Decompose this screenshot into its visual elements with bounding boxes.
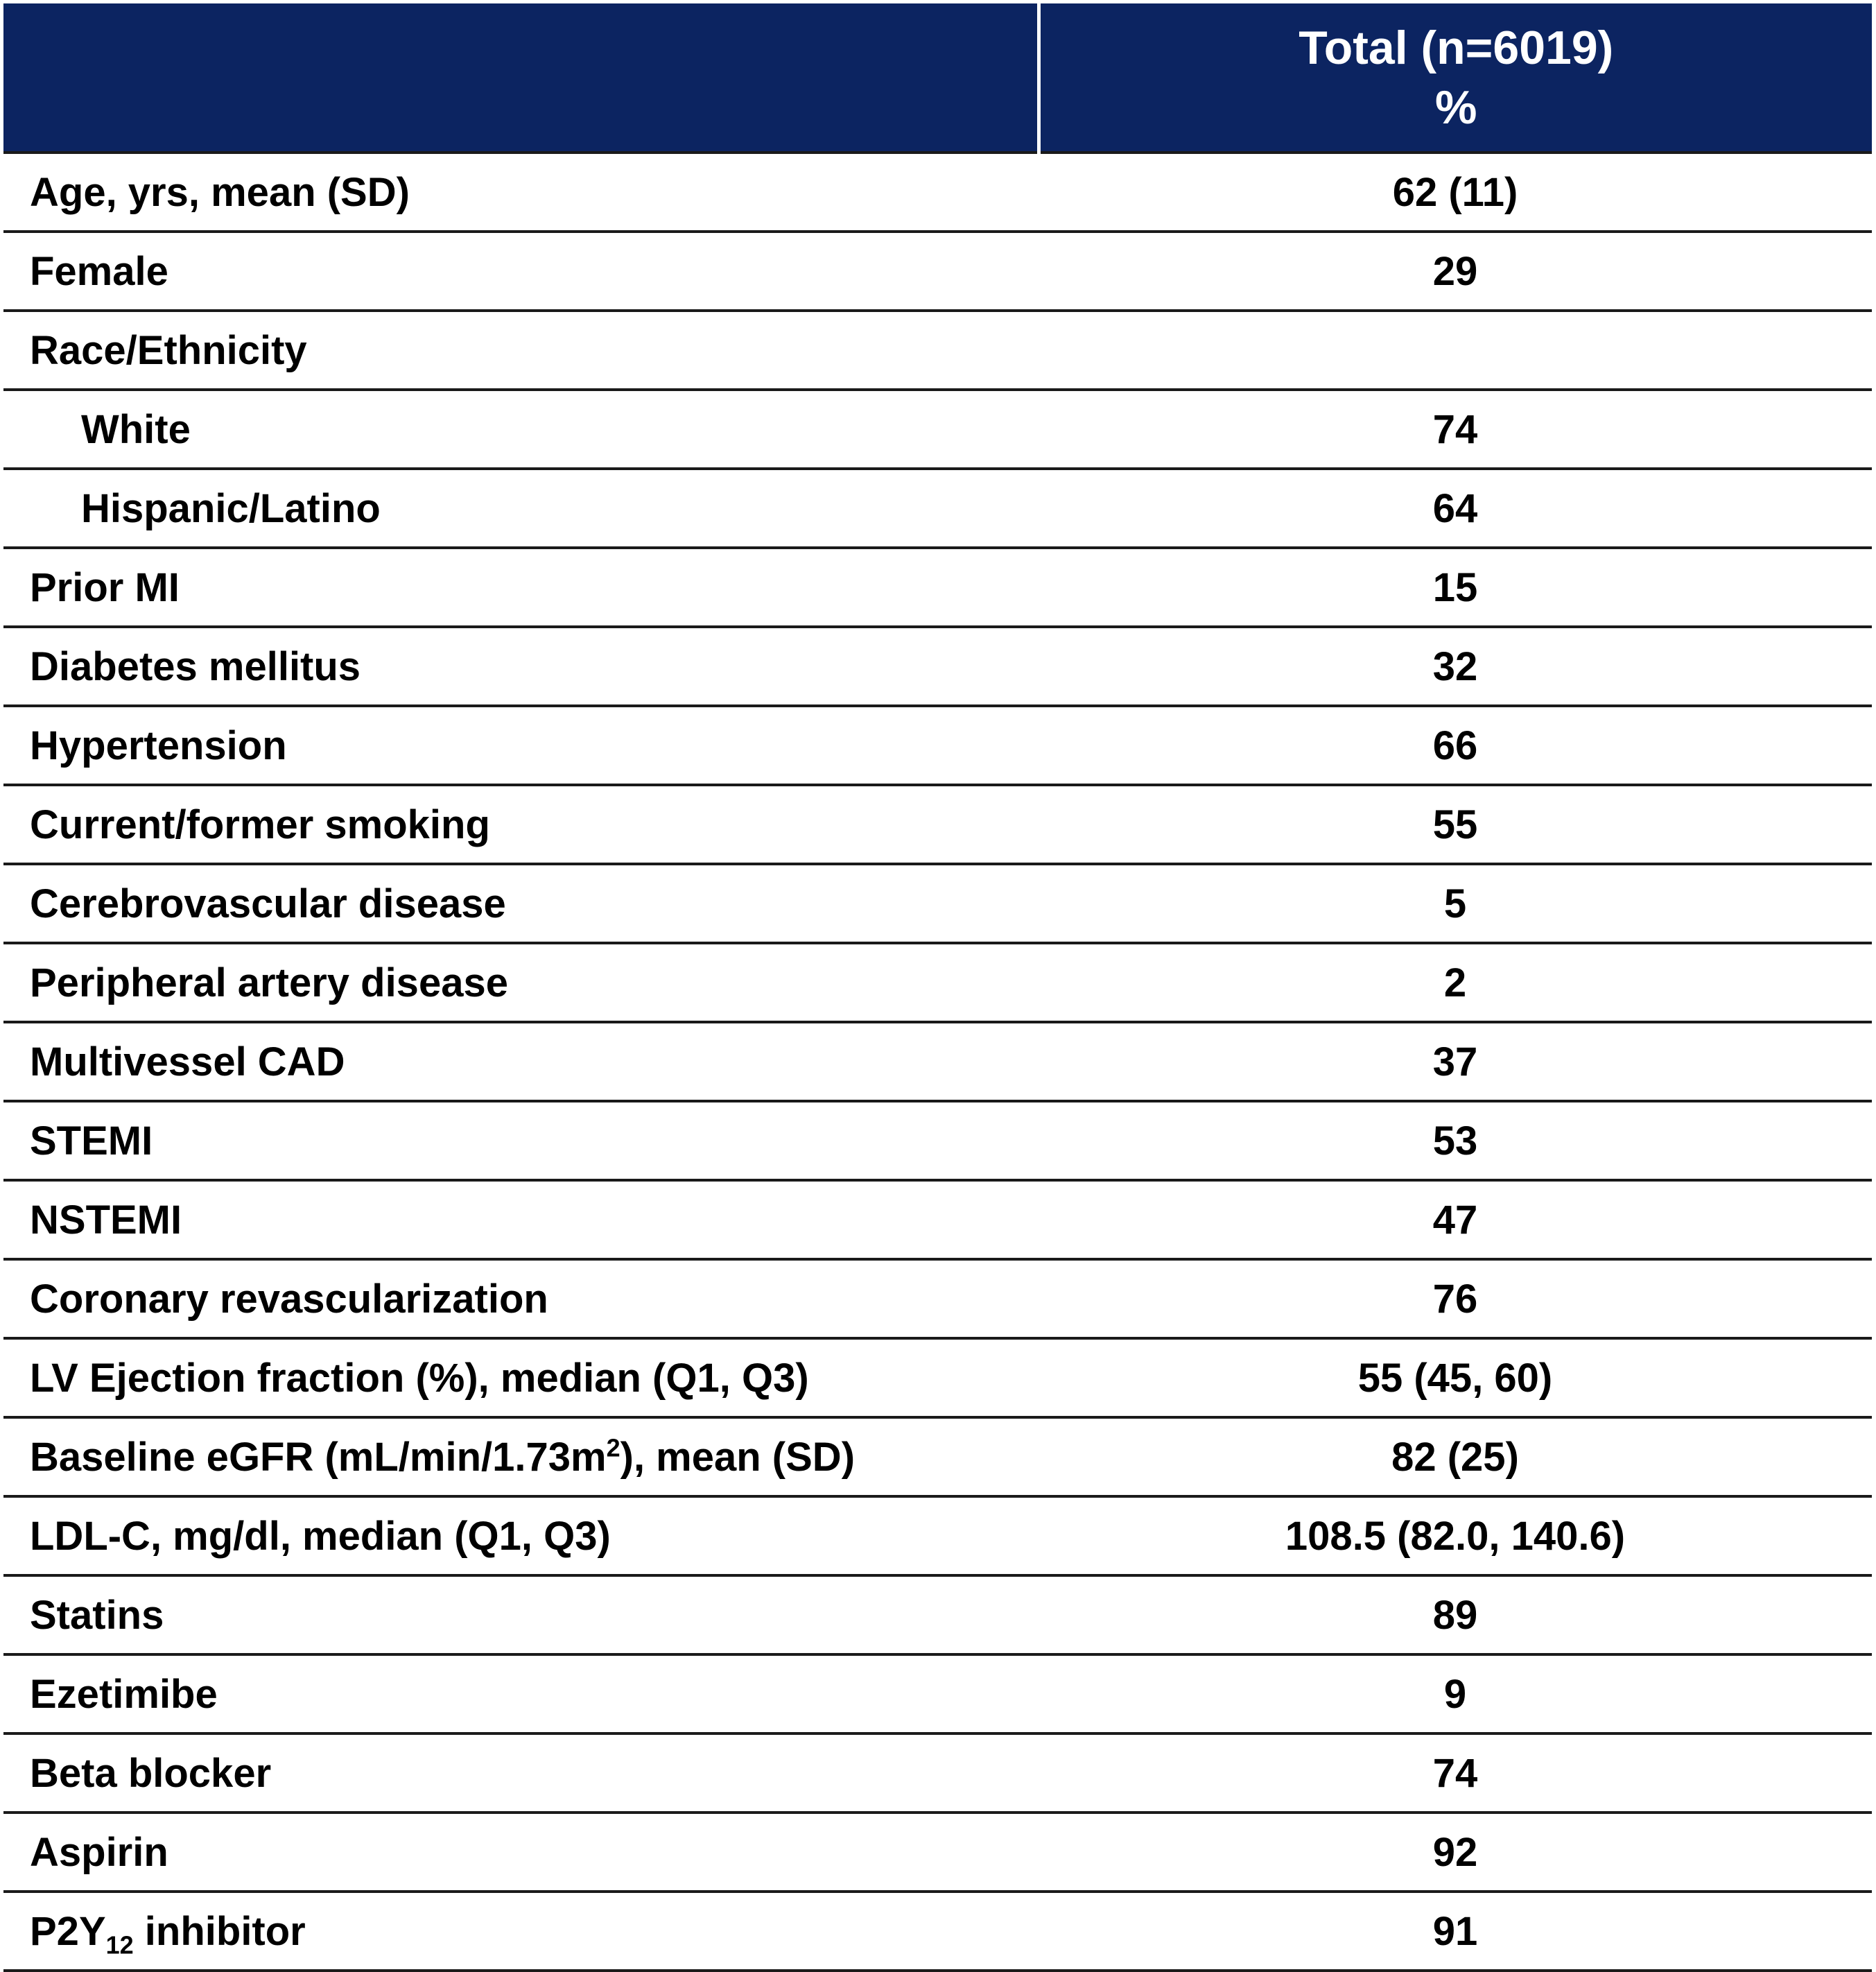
row-value: 66 (1039, 706, 1872, 785)
table-row (3, 943, 1872, 1022)
row-value: 5 (1039, 864, 1872, 943)
table-row (3, 864, 1872, 943)
table-row (3, 311, 1872, 390)
table-row (3, 1180, 1872, 1259)
table-row (3, 1417, 1872, 1496)
table-row (3, 469, 1872, 548)
row-label-text: P2Y (30, 1908, 106, 1954)
baseline-characteristics-table (3, 3, 1872, 1972)
row-label-superscript: 2 (606, 1433, 620, 1462)
table-row (3, 1496, 1872, 1575)
row-label: Prior MI (3, 548, 1039, 627)
table-row (3, 1733, 1872, 1813)
row-value: 29 (1039, 232, 1872, 311)
row-value: 74 (1039, 1733, 1872, 1813)
table-row (3, 1022, 1872, 1101)
table-header-row (3, 3, 1872, 153)
row-value: 2 (1039, 943, 1872, 1022)
row-label: LV Ejection fraction (%), median (Q1, Q3) (3, 1338, 1039, 1417)
table-row (3, 785, 1872, 864)
table-row (3, 1338, 1872, 1417)
row-value: 91 (1039, 1892, 1872, 1971)
header-total-cell (1039, 3, 1872, 153)
row-value: 108.5 (82.0, 140.6) (1039, 1496, 1872, 1575)
row-label: Cerebrovascular disease (3, 864, 1039, 943)
header-total-label: Total (n=6019) (1299, 21, 1614, 74)
header-characteristic-cell (3, 3, 1039, 153)
row-label: Coronary revascularization (3, 1259, 1039, 1338)
row-value: 76 (1039, 1259, 1872, 1338)
row-value: 92 (1039, 1813, 1872, 1892)
table-row (3, 232, 1872, 311)
table-row (3, 1654, 1872, 1733)
baseline-characteristics-table-container (3, 3, 1872, 1972)
row-label: Diabetes mellitus (3, 627, 1039, 706)
table-row (3, 1259, 1872, 1338)
row-value: 89 (1039, 1575, 1872, 1654)
table-row (3, 706, 1872, 785)
row-label: Hypertension (3, 706, 1039, 785)
row-value: 74 (1039, 390, 1872, 469)
row-label (3, 1892, 1039, 1971)
row-value (1039, 311, 1872, 390)
table-row (3, 1892, 1872, 1971)
row-value: 82 (25) (1039, 1417, 1872, 1496)
row-label-subscript: 12 (105, 1930, 134, 1960)
row-label-text-suffix: inhibitor (133, 1908, 306, 1954)
table-row (3, 1575, 1872, 1654)
row-label: Beta blocker (3, 1733, 1039, 1813)
row-label: Race/Ethnicity (3, 311, 1039, 390)
row-label: STEMI (3, 1101, 1039, 1180)
table-row (3, 153, 1872, 232)
row-value: 47 (1039, 1180, 1872, 1259)
table-row (3, 627, 1872, 706)
table-row (3, 390, 1872, 469)
row-value: 64 (1039, 469, 1872, 548)
row-label (3, 1417, 1039, 1496)
row-value: 15 (1039, 548, 1872, 627)
row-label: Current/former smoking (3, 785, 1039, 864)
row-label-text: Baseline eGFR (mL/min/1.73m (30, 1434, 607, 1480)
row-value: 55 (45, 60) (1039, 1338, 1872, 1417)
row-label: Peripheral artery disease (3, 943, 1039, 1022)
header-percent-label: % (1435, 80, 1477, 134)
row-label: Hispanic/Latino (3, 469, 1039, 548)
row-value: 9 (1039, 1654, 1872, 1733)
row-value: 37 (1039, 1022, 1872, 1101)
row-label: Multivessel CAD (3, 1022, 1039, 1101)
row-value: 53 (1039, 1101, 1872, 1180)
row-label: Aspirin (3, 1813, 1039, 1892)
row-value: 32 (1039, 627, 1872, 706)
table-row (3, 1813, 1872, 1892)
table-row (3, 548, 1872, 627)
row-value: 62 (11) (1039, 153, 1872, 232)
row-value: 55 (1039, 785, 1872, 864)
row-label: White (3, 390, 1039, 469)
row-label: Female (3, 232, 1039, 311)
table-row (3, 1101, 1872, 1180)
row-label: LDL-C, mg/dl, median (Q1, Q3) (3, 1496, 1039, 1575)
row-label-text-suffix: ), mean (SD) (620, 1434, 856, 1480)
row-label: NSTEMI (3, 1180, 1039, 1259)
row-label: Age, yrs, mean (SD) (3, 153, 1039, 232)
row-label: Statins (3, 1575, 1039, 1654)
row-label: Ezetimibe (3, 1654, 1039, 1733)
